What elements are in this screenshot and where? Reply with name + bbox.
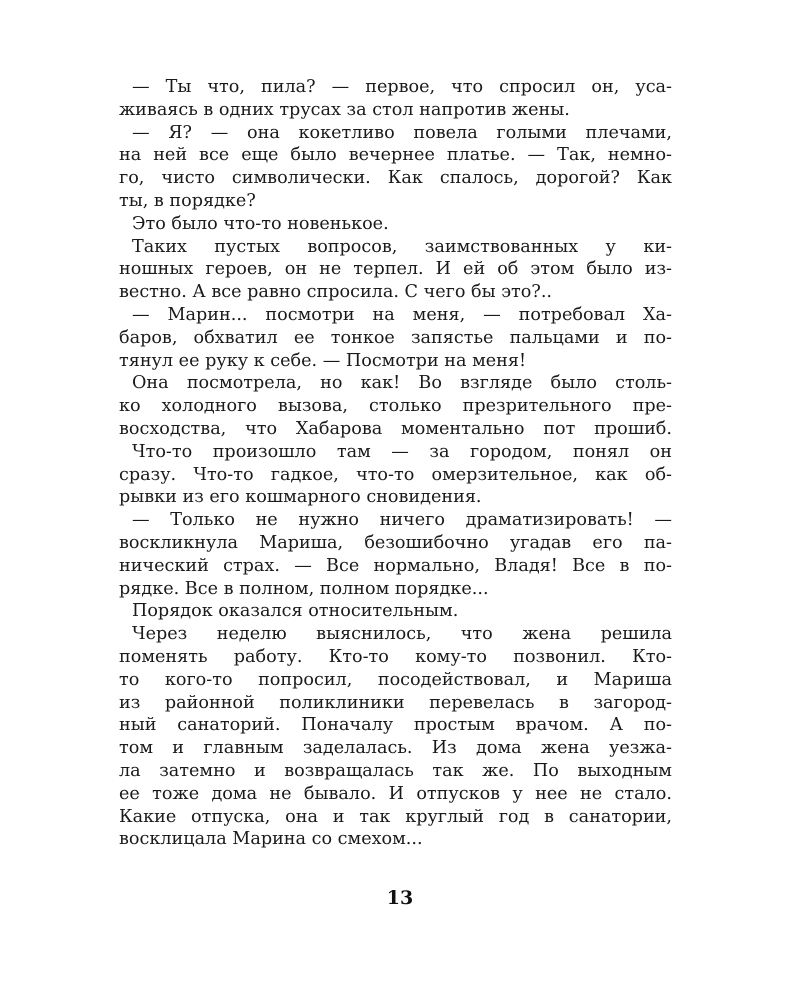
text-line: живаясь в одних трусах за стол напротив жены. (119, 99, 570, 120)
text-line: нический страх. — Все нормально, Владя! Все в по- (119, 555, 672, 576)
body-text (119, 76, 672, 851)
text-line: — Я? — она кокетливо повела голыми плечами, (132, 122, 672, 143)
text-line: Она посмотрела, но как! Во взгляде было столь- (132, 373, 672, 394)
text-line: рывки из его кошмарного сновидения. (119, 487, 482, 508)
text-line: восходства, что Хабарова моментально пот прошиб. (119, 418, 672, 439)
text-line: Через неделю выяснилось, что жена решила (132, 624, 672, 645)
text-line: ношных героев, он не терпел. И ей об этом было из- (119, 259, 672, 280)
text-line: ко холодного вызова, столько презрительного пре- (119, 396, 672, 417)
text-line: том и главным заделалась. Из дома жена уезжа- (119, 738, 672, 759)
text-line: — Ты что, пила? — первое, что спросил он, уса- (132, 77, 672, 97)
text-line: баров, обхватил ее тонкое запястье пальцами и по- (119, 327, 672, 348)
text-line: Что-то произошло там — за городом, понял он (132, 441, 672, 462)
text-line: Какие отпуска, она и так круглый год в санатории, (119, 806, 672, 827)
text-line: то кого-то попросил, посодействовал, и Мариша (119, 669, 672, 690)
text-line: сразу. Что-то гадкое, что-то омерзительное, как об- (119, 464, 672, 485)
text-line: из районной поликлиники перевелась в загород- (119, 692, 672, 713)
text-line: Это было что-то новенькое. (132, 213, 389, 234)
text-line: на ней все еще было вечернее платье. — Так, немно- (119, 145, 672, 166)
text-line: ный санаторий. Поначалу простым врачом. А по- (119, 715, 672, 736)
text-line: ее тоже дома не бывало. И отпусков у нее не стало. (119, 783, 672, 804)
page-number: 13 (386, 887, 414, 909)
text-line: Таких пустых вопросов, заимствованных у ки- (132, 236, 672, 257)
text-line: тянул ее руку к себе. — Посмотри на меня! (119, 350, 527, 371)
text-line: ла затемно и возвращалась так же. По выходным (119, 760, 672, 781)
text-line: рядке. Все в полном, полном порядке... (119, 578, 489, 599)
text-line: поменять работу. Кто-то кому-то позвонил. Кто- (119, 646, 672, 667)
text-line: Порядок оказался относительным. (132, 601, 459, 622)
text-line: восклицала Марина со смехом... (119, 829, 423, 850)
text-line: вестно. А все равно спросила. С чего бы это?.. (119, 282, 553, 303)
text-line: — Только не нужно ничего драматизировать! — (132, 510, 672, 531)
text-line: го, чисто символически. Как спалось, дорогой? Как (119, 168, 672, 189)
text-line: — Марин... посмотри на меня, — потребовал Ха- (132, 304, 672, 325)
text-line: ты, в порядке? (119, 190, 256, 211)
text-line: воскликнула Мариша, безошибочно угадав его па- (119, 532, 672, 553)
